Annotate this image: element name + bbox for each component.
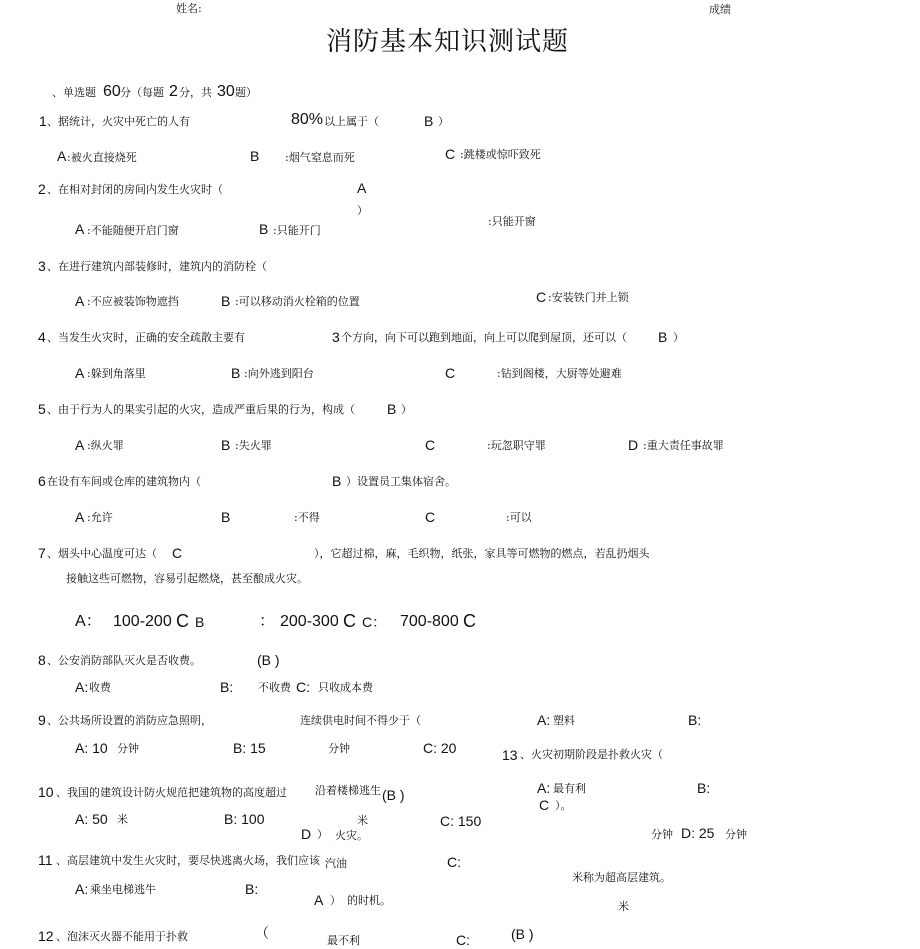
answer: C (172, 545, 183, 561)
answer: B (387, 401, 397, 417)
answer: B (658, 329, 668, 345)
name-label: 姓名: (176, 2, 202, 15)
answer: B (424, 113, 434, 129)
answer: (B ) (382, 787, 405, 803)
page-title: 消防基本知识测试题 (326, 27, 570, 57)
answer: (B ) (511, 926, 534, 942)
answer: A (357, 180, 367, 196)
score-label: 成绩 (709, 3, 731, 16)
answer: B (332, 473, 342, 489)
answer: (B ) (257, 652, 280, 668)
